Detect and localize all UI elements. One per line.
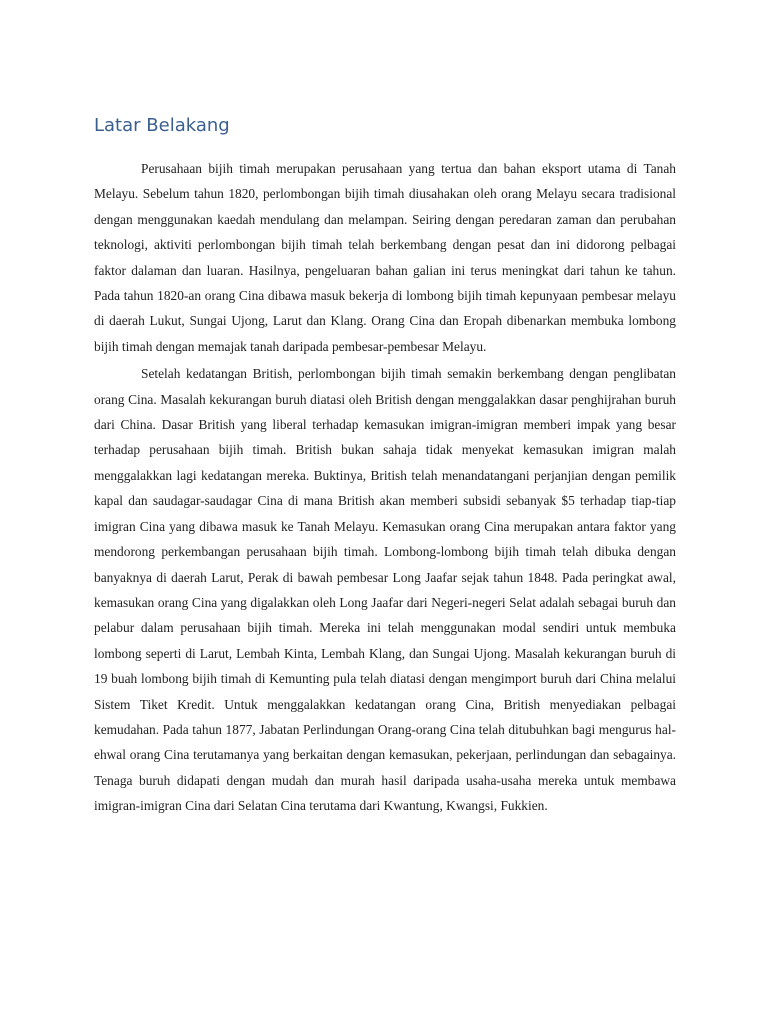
section-heading: Latar Belakang <box>94 115 230 136</box>
paragraph-1: Perusahaan bijih timah merupakan perusahaan yang tertua dan bahan eksport utama di Tanah Melayu. Sebelum tahun 1820, perlombongan bijih timah diusahakan oleh orang Melayu secara tradisional dengan menggunakan kaedah mendulang dan melampan. Seiring dengan peredaran zaman dan perubahan teknologi, aktiviti perlombongan bijih timah telah berkembang dengan pesat dan ini didorong pelbagai faktor dalaman dan luaran. Hasilnya, pengeluaran bahan galian ini terus meningkat dari tahun ke tahun. Pada tahun 1820-an orang Cina dibawa masuk bekerja di lombong bijih timah kepunyaan pembesar melayu di daerah Lukut, Sungai Ujong, Larut dan Klang. Orang Cina dan Eropah dibenarkan membuka lombong bijih timah dengan memajak tanah daripada pembesar-pembesar Melayu. <box>94 161 676 354</box>
document-body <box>94 112 676 821</box>
paragraph-2: Setelah kedatangan British, perlombongan bijih timah semakin berkembang dengan penglibatan orang Cina. Masalah kekurangan buruh diatasi oleh British dengan menggalakkan dasar penghijrahan buruh dari China. Dasar British yang liberal terhadap kemasukan imigran-imigran memberi impak yang besar terhadap perusahaan bijih timah. British bukan sahaja tidak menyekat kemasukan imigran malah menggalakkan lagi kedatangan mereka. Buktinya, British telah menandatangani perjanjian dengan pemilik kapal dan saudagar-saudagar Cina di mana British akan memberi subsidi sebanyak $5 terhadap tiap-tiap imigran Cina yang dibawa masuk ke Tanah Melayu. Kemasukan orang Cina merupakan antara faktor yang mendorong perkembangan perusahaan bijih timah. Lombong-lombong bijih timah telah dibuka dengan banyaknya di daerah Larut, Perak di bawah pembesar Long Jaafar sejak tahun 1848. Pada peringkat awal, kemasukan orang Cina yang digalakkan oleh Long Jaafar dari Negeri-negeri Selat adalah sebagai buruh dan pelabur dalam perusahaan bijih timah. Mereka ini telah menggunakan modal sendiri untuk membuka lombong seperti di Larut, Lembah Kinta, Lembah Klang, dan Sungai Ujong. Masalah kekurangan buruh di 19 buah lombong bijih timah di Kemunting pula telah diatasi dengan mengimport buruh dari China melalui Sistem Tiket Kredit. Untuk menggalakkan kedatangan orang Cina, British menyediakan pelbagai kemudahan. Pada tahun 1877, Jabatan Perlindungan Orang-orang Cina telah ditubuhkan bagi mengurus hal-ehwal orang Cina terutamanya yang berkaitan dengan kemasukan, pekerjaan, perlindungan dan sebagainya. Tenaga buruh didapati dengan mudah dan murah hasil daripada usaha-usaha mereka untuk membawa imigran-imigran Cina dari Selatan Cina terutama dari Kwantung, Kwangsi, Fukkien. <box>94 366 676 814</box>
